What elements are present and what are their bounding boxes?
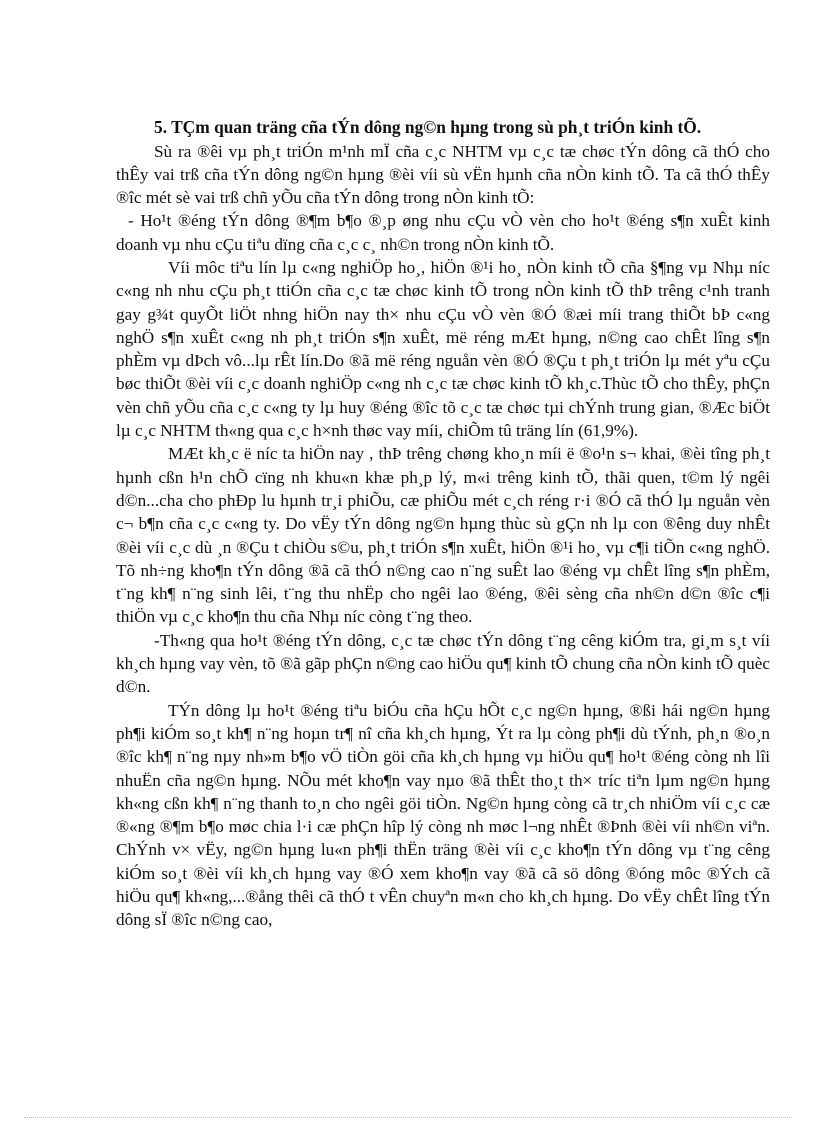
paragraph-securities-market: MÆt kh¸c ë níc ta hiÖn nay , thÞ trêng chøng kho¸n míi ë ®o¹n s¬ khai, ®èi tîng ph¸t hµnh cßn h¹n chÕ cïng nh khu«n khæ ph¸p lý, m«i trêng kinh tÕ, thãi quen, t©m lý ngêi d©n...cha cho phÐp lu hµnh tr¸i phiÕu, cæ phiÕu mét c¸ch réng r·i ®Ó cã thÓ lµ nguån vèn c¬ b¶n cña c¸c c«ng ty. Do vËy tÝn dông ng©n hµng thùc sù gÇn nh lµ con ®êng duy nhÊt ®èi víi c¸c dù ¸n ®Çu t chiÒu s©u, ph¸t triÓn s¶n xuÊt, hiÖn ®¹i ho¸ vµ c¶i tiÕn c«ng nghÖ. Tõ nh÷ng kho¶n tÝn dông ®ã cã thÓ n©ng cao n¨ng suÊt lao ®éng vµ chÊt lîng s¶n phÈm, t¨ng kh¶ n¨ng sinh lêi, t¨ng thu nhËp cho ngêi lao ®éng, ®êi sèng cña nh©n d©n ®îc c¶i thiÖn vµ c¸c kho¶n thu cña Nhµ níc còng t¨ng theo. [116, 444, 770, 627]
document-page [116, 116, 770, 932]
paragraph-bank-credit: TÝn dông lµ ho¹t ®éng tiªu biÓu cña hÇu hÕt c¸c ng©n hµng, ®ßi hái ng©n hµng ph¶i kiÓm so¸t kh¶ n¨ng hoµn tr¶ nî cña kh¸ch hµng, Ýt ra lµ còng ph¶i dù tÝnh, ph¸n ®o¸n ®îc kh¶ n¨ng nµy nh»m b¶o vÖ tiÒn göi cña kh¸ch hµng vµ hiÖu qu¶ ho¹t ®éng còng nh lîi nhuËn cña ng©n hµng. NÕu mét kho¶n vay nµo ®ã thÊt tho¸t th× tríc tiªn lµm ng©n hµng kh«ng cßn kh¶ n¨ng thanh to¸n cho ngêi göi tiÒn. Ng©n hµng còng cã tr¸ch nhiÖm víi c¸c cæ ®«ng ®¶m b¶o møc chia l·i cæ phÇn hîp lý còng nh møc l¬ng nhÊt ®Þnh ®èi víi nh©n viªn. ChÝnh v× vËy, ng©n hµng lu«n ph¶i thËn träng ®èi víi c¸c kho¶n tÝn dông vµ t¨ng cêng kiÓm so¸t ®èi víi kh¸ch hµng vay ®Ó xem kho¶n vay ®ã cã sö dông ®óng môc ®Ých cã hiÖu qu¶ kh«ng,...®ång thêi cã thÓ t vÊn chuyªn m«n cho kh¸ch hµng. Do vËy chÊt lîng tÝn dông sÏ ®îc n©ng cao, [116, 700, 770, 930]
paragraph-industrialization: Víi môc tiªu lín lµ c«ng nghiÖp ho¸, hiÖn ®¹i ho¸ nÒn kinh tÕ cña §¶ng vµ Nhµ níc c«ng nh nhu cÇu ph¸t ttiÓn cña c¸c tæ chøc kinh tÕ trong nÒn kinh tÕ thÞ trêng c¹nh tranh gay g¾t quyÕt liÖt nhng hiÖn nay th× nhu cÇu vÒ vèn ®Ó ®æi míi trang thiÕt bÞ c«ng nghÖ s¶n xuÊt c«ng nh ph¸t triÓn s¶n xuÊt, më réng mÆt hµng, n©ng cao chÊt lîng s¶n phÈm vµ dÞch vô...lµ rÊt lín.Do ®ã më réng nguån vèn ®Ó ®Çu t ph¸t triÓn lµ mét yªu cÇu bøc thiÕt ®èi víi c¸c doanh nghiÖp c«ng nh c¸c tæ chøc kinh tÕ kh¸c.Thùc tÕ cho thÊy, phÇn vèn chñ yÕu cña c¸c c«ng ty lµ huy ®éng ®îc tõ c¸c tæ chøc tµi chÝnh trung gian, ®Æc biÖt lµ c¸c NHTM th«ng qua c¸c h×nh thøc vay míi, chiÕm tû träng lín (61,9%). [116, 257, 770, 441]
paragraph-intro: Sù ra ®êi vµ ph¸t triÓn m¹nh mÏ cña c¸c NHTM vµ c¸c tæ chøc tÝn dông cã thÓ cho thÊy vai trß cña tÝn dông ng©n hµng ®èi víi sù vËn hµnh cña nÒn kinh tÕ. Ta cã thÓ thÊy ®îc mét sè vai trß chñ yÕu cña tÝn dông trong nÒn kinh tÕ: [116, 141, 770, 208]
section-heading: 5. TÇm quan träng cña tÝn dông ng©n hµng trong sù ph¸t triÓn kinh tÕ. [154, 117, 702, 137]
paragraph-credit-role: - Ho¹t ®éng tÝn dông ®¶m b¶o ®¸p øng nhu cÇu vÒ vèn cho ho¹t ®éng s¶n xuÊt kinh doanh vµ nhu cÇu tiªu dïng cña c¸c c¸ nh©n trong nÒn kinh tÕ. [116, 211, 770, 254]
page-bottom-divider [24, 1117, 792, 1118]
paragraph-supervision: -Th«ng qua ho¹t ®éng tÝn dông, c¸c tæ chøc tÝn dông t¨ng cêng kiÓm tra, gi¸m s¸t víi kh¸ch hµng vay vèn, tõ ®ã gãp phÇn n©ng cao hiÖu qu¶ kinh tÕ chung cña nÒn kinh tÕ quèc d©n. [116, 630, 770, 697]
